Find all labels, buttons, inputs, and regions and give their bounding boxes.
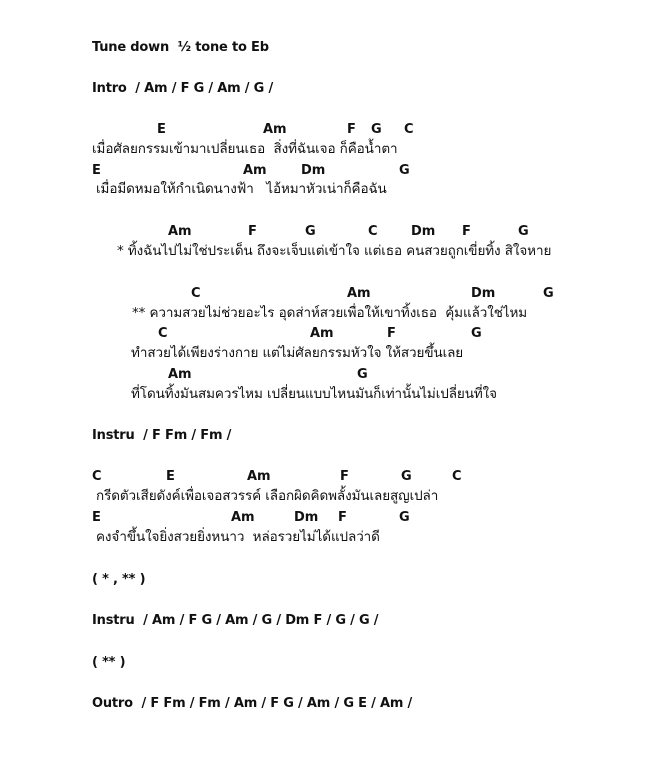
chord: G xyxy=(305,224,316,239)
chord: G xyxy=(399,510,410,525)
chord: Am xyxy=(347,286,371,301)
repeat-marker: ( * , ** ) xyxy=(92,572,146,587)
chord: G xyxy=(543,286,554,301)
chord-line xyxy=(0,224,670,240)
chord: G xyxy=(401,469,412,484)
lyric-line: คงจำขึ้นใจยิ่งสวยยิ่งหนาว หล่อรวยไม่ได้แปลว่าดี xyxy=(96,529,380,545)
chord: Dm xyxy=(411,224,436,239)
lyric-line: เมื่อมีดหมอให้กำเนิดนางฟ้า ไอ้หมาหัวเน่าก็คือฉัน xyxy=(96,181,387,197)
outro-chords: Outro / F Fm / Fm / Am / F G / Am / G E / Am / xyxy=(92,696,413,711)
chord: C xyxy=(191,286,201,301)
chord: C xyxy=(368,224,378,239)
lyric-line: เมื่อศัลยกรรมเข้ามาเปลี่ยนเธอ สิ่งที่ฉันเจอ ก็คือน้ำตา xyxy=(92,141,398,157)
repeat-marker: ( ** ) xyxy=(92,655,126,670)
lyric-line: ** ความสวยไม่ช่วยอะไร อุดส่าห์สวยเพื่อให้เขาทิ้งเธอ คุ้มแล้วใช่ไหม xyxy=(132,305,528,321)
chord-line xyxy=(0,286,670,302)
chord: Am xyxy=(168,224,192,239)
instrumental-1: Instru / F Fm / Fm / xyxy=(92,428,232,443)
chord: F xyxy=(462,224,471,239)
chord: F xyxy=(387,326,396,341)
chord-line xyxy=(0,163,670,179)
chord-line xyxy=(0,367,670,383)
chord: G xyxy=(518,224,529,239)
lyric-line: ทำสวยได้เพียงร่างกาย แต่ไม่ศัลยกรรมหัวใจ ให้สวยขึ้นเลย xyxy=(131,345,464,361)
chord-line xyxy=(0,326,670,342)
lyric-line: กรีดตัวเสียดังค์เพื่อเจอสวรรค์ เลือกผิดคิดพลั้งมันเลยสูญเปล่า xyxy=(96,488,439,504)
chord: F xyxy=(340,469,349,484)
chord-line xyxy=(0,122,670,138)
chord: G xyxy=(371,122,382,137)
chord: Am xyxy=(231,510,255,525)
chord: Am xyxy=(310,326,334,341)
chord: C xyxy=(404,122,414,137)
chord: F xyxy=(347,122,356,137)
chord: C xyxy=(452,469,462,484)
chord: G xyxy=(357,367,368,382)
tuning-note: Tune down ½ tone to Eb xyxy=(92,40,269,55)
chord: Am xyxy=(243,163,267,178)
chord: C xyxy=(158,326,168,341)
chord: C xyxy=(92,469,102,484)
chord: E xyxy=(92,510,101,525)
chord: F xyxy=(248,224,257,239)
chord-line xyxy=(0,469,670,485)
chord: E xyxy=(166,469,175,484)
chord: G xyxy=(471,326,482,341)
lyric-line: ที่โดนทิ้งมันสมควรไหม เปลี่ยนแบบไหนมันก็เท่านั้นไม่เปลี่ยนที่ใจ xyxy=(131,386,497,402)
instrumental-2: Instru / Am / F G / Am / G / Dm F / G / G / xyxy=(92,613,379,628)
chord: Am xyxy=(247,469,271,484)
lyric-line: * ทิ้งฉันไปไม่ใช่ประเด็น ถึงจะเจ็บแต่เข้าใจ แต่เธอ คนสวยถูกเขี่ยทิ้ง สิใจหาย xyxy=(117,243,552,259)
intro-chords: Intro / Am / F G / Am / G / xyxy=(92,81,274,96)
chord: Dm xyxy=(294,510,319,525)
chord: G xyxy=(399,163,410,178)
chord: E xyxy=(157,122,166,137)
chord-line xyxy=(0,510,670,526)
chord: Am xyxy=(263,122,287,137)
chord: F xyxy=(338,510,347,525)
chord: E xyxy=(92,163,101,178)
chord: Dm xyxy=(301,163,326,178)
chord: Dm xyxy=(471,286,496,301)
chord: Am xyxy=(168,367,192,382)
